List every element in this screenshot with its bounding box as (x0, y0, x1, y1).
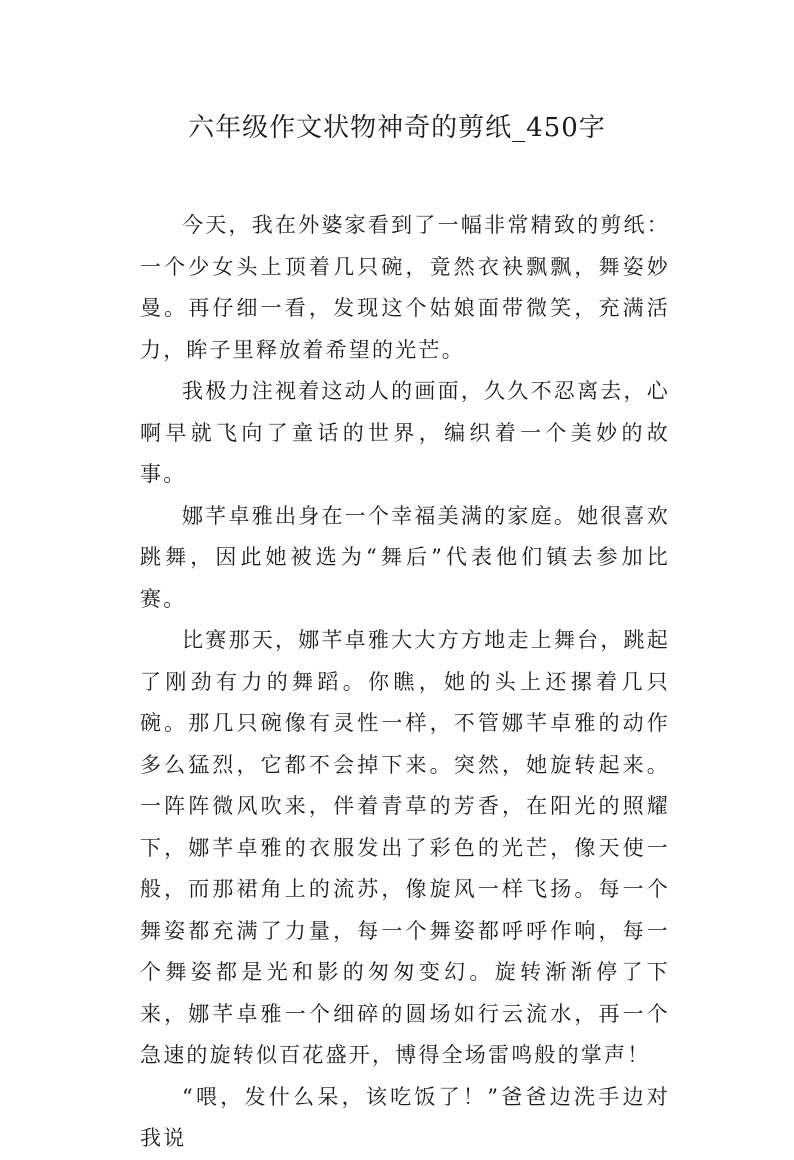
document-body (140, 205, 670, 1160)
paragraph: 今天，我在外婆家看到了一幅非常精致的剪纸：一个少女头上顶着几只碗，竟然衣袂飘飘，舞姿妙曼。再仔细一看，发现这个姑娘面带微笑，充满活力，眸子里释放着希望的光芒。 (140, 213, 670, 362)
paragraph: 我极力注视着这动人的画面，久久不忍离去，心啊早就飞向了童话的世界，编织着一个美妙的故事。 (140, 379, 670, 486)
paragraph: 比赛那天，娜芊卓雅大大方方地走上舞台，跳起了刚劲有力的舞蹈。你瞧，她的头上还摞着几只碗。那几只碗像有灵性一样，不管娜芊卓雅的动作多么猛烈，它都不会掉下来。突然，她旋转起来。一阵阵微风吹来，伴着青草的芳香，在阳光的照耀下，娜芊卓雅的衣服发出了彩色的光芒，像天使一般，而那裙角上的流苏，像旋风一样飞扬。每一个舞姿都充满了力量，每一个舞姿都呼呼作响，每一个舞姿都是光和影的匆匆变幻。旋转渐渐停了下来，娜芊卓雅一个细碎的圆场如行云流水，再一个急速的旋转似百花盛开，博得全场雷鸣般的掌声！ (140, 628, 670, 1067)
document-title: 六年级作文状物神奇的剪纸_450字 (188, 113, 606, 143)
paragraph: 娜芊卓雅出身在一个幸福美满的家庭。她很喜欢跳舞，因此她被选为“舞后”代表他们镇去参加比赛。 (140, 503, 670, 611)
paragraph: “喂，发什么呆，该吃饭了！”爸爸边洗手边对我说 (140, 1084, 670, 1150)
